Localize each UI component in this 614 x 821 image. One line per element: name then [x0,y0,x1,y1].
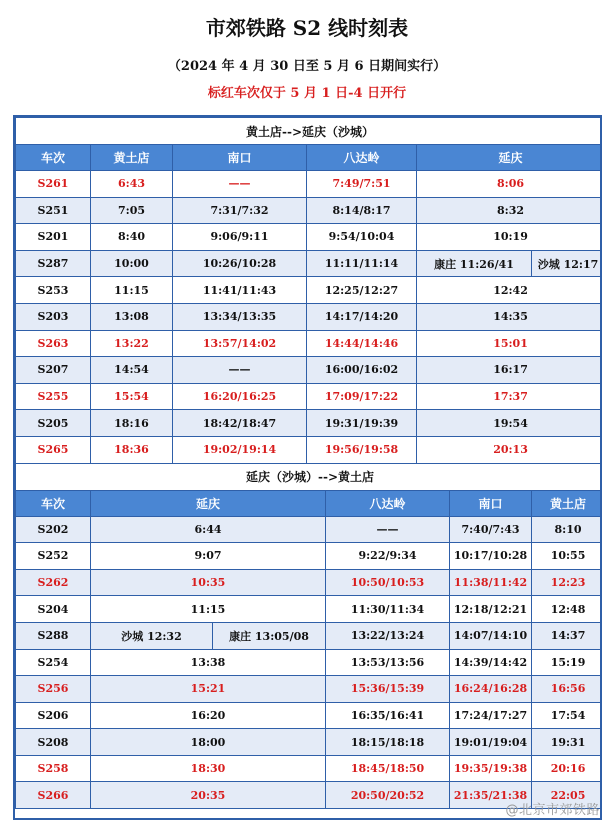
column-header: 车次 [16,490,91,516]
time-yanqing: 20:13 [417,436,603,463]
table-row [16,357,603,384]
column-header: 车次 [16,145,91,171]
time-huangtudian: 8:10 [532,516,603,543]
time-badaling: 11:11/11:14 [307,250,417,277]
time-badaling: 20:50/20:52 [326,782,450,809]
time-yanqing: 17:37 [417,383,603,410]
column-header: 南口 [173,145,307,171]
time-huangtudian: 12:48 [532,596,603,623]
time-nankou: 12:18/12:21 [450,596,532,623]
table-row [16,516,603,543]
time-huangtudian: 7:05 [91,197,173,224]
time-huangtudian: 12:23 [532,569,603,596]
time-nankou: —— [173,357,307,384]
table-row [16,410,603,437]
time-nankou: 11:41/11:43 [173,277,307,304]
time-yanqing: 11:15 [91,596,326,623]
time-huangtudian: 14:37 [532,622,603,649]
column-header: 黄土店 [532,490,603,516]
time-nankou: 14:39/14:42 [450,649,532,676]
table-row [16,702,603,729]
column-header: 黄土店 [91,145,173,171]
time-yanqing: 14:35 [417,303,603,330]
time-nankou: 7:31/7:32 [173,197,307,224]
train-number: S266 [16,782,91,809]
time-nankou: 16:20/16:25 [173,383,307,410]
column-header: 南口 [450,490,532,516]
train-number: S288 [16,622,91,649]
time-badaling: 14:44/14:46 [307,330,417,357]
time-badaling: 14:17/14:20 [307,303,417,330]
time-nankou: —— [173,171,307,198]
time-badaling: 19:56/19:58 [307,436,417,463]
column-header: 八达岭 [326,490,450,516]
time-badaling: 9:22/9:34 [326,543,450,570]
header-row-outbound [16,145,603,171]
time-huangtudian: 18:36 [91,436,173,463]
train-number: S261 [16,171,91,198]
table-row [16,596,603,623]
time-nankou: 14:07/14:10 [450,622,532,649]
train-number: S256 [16,676,91,703]
time-nankou: 21:35/21:38 [450,782,532,809]
timetable-sheet [13,115,602,820]
time-badaling: 11:30/11:34 [326,596,450,623]
timetable [15,117,602,809]
time-badaling: 13:22/13:24 [326,622,450,649]
train-number: S258 [16,755,91,782]
time-kangzhuang: 康庄 11:26/41 [417,250,532,277]
train-number: S251 [16,197,91,224]
time-yanqing: 15:21 [91,676,326,703]
table-row [16,543,603,570]
time-yanqing: 10:19 [417,224,603,251]
time-huangtudian: 15:54 [91,383,173,410]
time-huangtudian: 14:54 [91,357,173,384]
train-number: S208 [16,729,91,756]
time-badaling: 12:25/12:27 [307,277,417,304]
table-row [16,330,603,357]
time-huangtudian: 6:43 [91,171,173,198]
section-title-outbound [16,118,603,145]
time-yanqing: 15:01 [417,330,603,357]
table-row [16,729,603,756]
table-row [16,250,603,277]
train-number: S201 [16,224,91,251]
time-yanqing: 19:54 [417,410,603,437]
table-row [16,303,603,330]
validity-period: （2024 年 4 月 30 日至 5 月 6 日期间实行） [167,59,447,74]
table-row [16,436,603,463]
time-badaling: 16:00/16:02 [307,357,417,384]
time-yanqing: 8:06 [417,171,603,198]
time-yanqing: 9:07 [91,543,326,570]
time-huangtudian: 10:00 [91,250,173,277]
time-yanqing: 12:42 [417,277,603,304]
time-huangtudian: 13:08 [91,303,173,330]
time-badaling: 18:45/18:50 [326,755,450,782]
time-yanqing: 10:35 [91,569,326,596]
section-heading: 延庆（沙城）-->黄土店 [16,463,603,490]
time-huangtudian: 11:15 [91,277,173,304]
time-huangtudian: 16:56 [532,676,603,703]
time-nankou: 18:42/18:47 [173,410,307,437]
table-row [16,224,603,251]
time-badaling: 18:15/18:18 [326,729,450,756]
time-huangtudian: 15:19 [532,649,603,676]
time-badaling: 16:35/16:41 [326,702,450,729]
time-nankou: 19:01/19:04 [450,729,532,756]
column-header: 延庆 [417,145,603,171]
time-badaling: 7:49/7:51 [307,171,417,198]
time-yanqing: 8:32 [417,197,603,224]
section-heading: 黄土店-->延庆（沙城） [16,118,603,145]
train-number: S205 [16,410,91,437]
time-yanqing: 18:30 [91,755,326,782]
time-shacheng: 沙城 12:32 [91,622,213,649]
time-nankou: 13:57/14:02 [173,330,307,357]
train-number: S207 [16,357,91,384]
table-row [16,569,603,596]
table-row [16,197,603,224]
page-title: 市郊铁路 S2 线时刻表 [205,16,409,40]
table-row [16,649,603,676]
train-number: S206 [16,702,91,729]
column-header: 延庆 [91,490,326,516]
header-row-inbound [16,490,603,516]
time-badaling: 15:36/15:39 [326,676,450,703]
time-yanqing: 16:17 [417,357,603,384]
train-number: S252 [16,543,91,570]
train-number: S287 [16,250,91,277]
red-train-note: 标红车次仅于 5 月 1 日-4 日开行 [207,86,407,101]
time-badaling: —— [326,516,450,543]
time-nankou: 9:06/9:11 [173,224,307,251]
time-yanqing: 18:00 [91,729,326,756]
time-huangtudian: 19:31 [532,729,603,756]
time-badaling: 10:50/10:53 [326,569,450,596]
time-nankou: 19:02/19:14 [173,436,307,463]
time-huangtudian: 10:55 [532,543,603,570]
train-number: S253 [16,277,91,304]
time-badaling: 8:14/8:17 [307,197,417,224]
time-badaling: 17:09/17:22 [307,383,417,410]
train-number: S202 [16,516,91,543]
time-shacheng: 沙城 12:17 [532,250,603,277]
table-row [16,676,603,703]
time-huangtudian: 20:16 [532,755,603,782]
time-nankou: 11:38/11:42 [450,569,532,596]
time-yanqing: 6:44 [91,516,326,543]
time-nankou: 16:24/16:28 [450,676,532,703]
time-huangtudian: 18:16 [91,410,173,437]
train-number: S204 [16,596,91,623]
time-nankou: 19:35/19:38 [450,755,532,782]
column-header: 八达岭 [307,145,417,171]
table-row [16,755,603,782]
time-huangtudian: 17:54 [532,702,603,729]
time-yanqing: 16:20 [91,702,326,729]
time-nankou: 13:34/13:35 [173,303,307,330]
table-row [16,171,603,198]
time-yanqing: 13:38 [91,649,326,676]
time-nankou: 10:17/10:28 [450,543,532,570]
time-kangzhuang: 康庄 13:05/08 [213,622,326,649]
time-badaling: 13:53/13:56 [326,649,450,676]
time-badaling: 19:31/19:39 [307,410,417,437]
weibo-watermark: @北京市郊铁路 [505,803,600,818]
train-number: S203 [16,303,91,330]
time-nankou: 7:40/7:43 [450,516,532,543]
time-huangtudian: 8:40 [91,224,173,251]
section-title-inbound [16,463,603,490]
table-row [16,383,603,410]
table-row [16,622,603,649]
train-number: S263 [16,330,91,357]
train-number: S254 [16,649,91,676]
time-badaling: 9:54/10:04 [307,224,417,251]
time-huangtudian: 13:22 [91,330,173,357]
time-yanqing: 20:35 [91,782,326,809]
train-number: S255 [16,383,91,410]
time-huangtudian: 22:05 [532,782,603,809]
train-number: S262 [16,569,91,596]
train-number: S265 [16,436,91,463]
time-nankou: 10:26/10:28 [173,250,307,277]
table-row [16,277,603,304]
time-nankou: 17:24/17:27 [450,702,532,729]
